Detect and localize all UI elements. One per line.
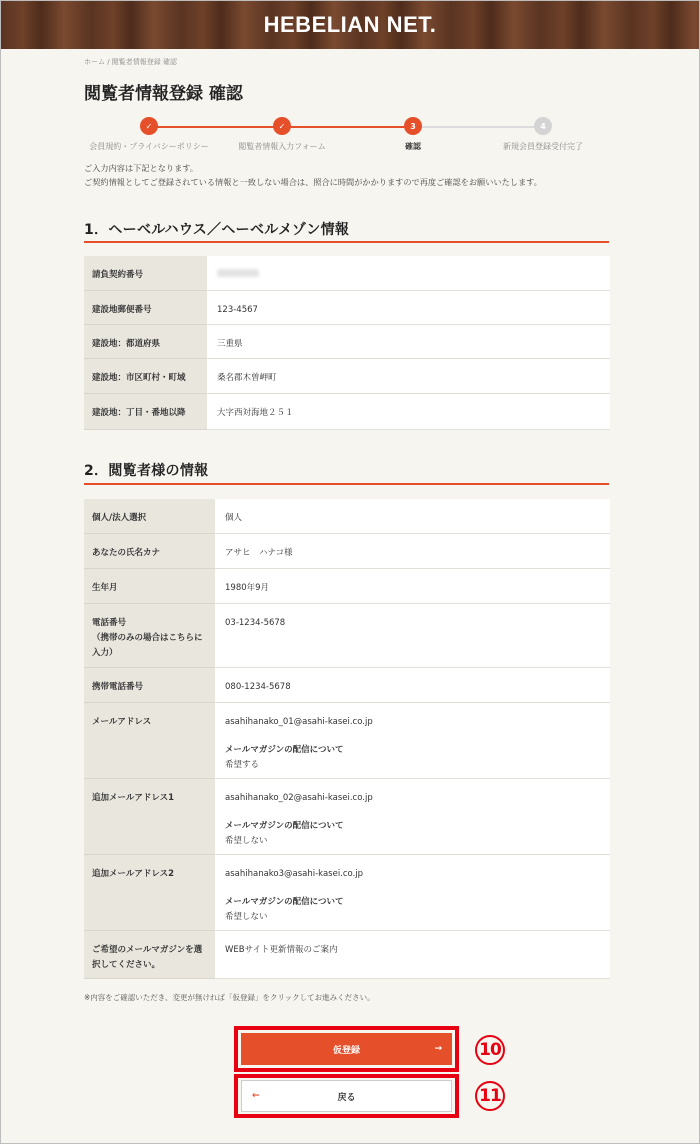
marker-10: 10 <box>475 1035 505 1065</box>
row-value: WEBサイト更新情報のご案内 <box>215 930 610 978</box>
row-label: 追加メールアドレス1 <box>84 778 215 854</box>
step-1-label: 会員規約・プライバシーポリシー <box>89 142 209 151</box>
phone-label: 電話番号 <box>92 617 127 628</box>
section-2-title: 2．閲覧者様の情報 <box>84 463 209 479</box>
row-label: メールアドレス <box>84 702 215 778</box>
step-progress-remaining <box>413 126 543 128</box>
row-value: 123-4567 <box>207 290 610 324</box>
redacted-contract-number <box>217 269 259 277</box>
intro-line-1: ご入力内容は下記となります。 <box>84 163 198 173</box>
table-row <box>84 358 610 393</box>
newsletter3-value: 希望しない <box>225 911 268 922</box>
step-2-label: 閲覧者情報入力フォーム <box>238 142 326 151</box>
section-2-rule <box>84 483 609 485</box>
phone-label-note: （携帯のみの場合はこちらに入力） <box>92 632 203 658</box>
table-row <box>84 499 610 533</box>
row-value: 03-1234-5678 <box>215 603 610 667</box>
table-row <box>84 603 610 667</box>
row-label <box>84 603 215 667</box>
table-row <box>84 778 610 854</box>
row-label: 追加メールアドレス2 <box>84 854 215 930</box>
table-row <box>84 702 610 778</box>
page-title: 閲覧者情報登録 確認 <box>84 84 243 104</box>
table-row <box>84 256 610 290</box>
email-value: asahihanako_01@asahi-kasei.co.jp <box>225 716 373 727</box>
contract-info-table <box>84 256 610 430</box>
row-value <box>215 702 610 778</box>
row-label: 建設地：丁目・番地以降 <box>84 393 207 429</box>
row-label: 個人/法人選択 <box>84 499 215 533</box>
row-value: 三重県 <box>207 324 610 358</box>
row-label: あなたの氏名カナ <box>84 533 215 568</box>
back-label: 戻る <box>337 1092 356 1103</box>
section-1-rule <box>84 241 609 243</box>
email3-value: asahihanako3@asahi-kasei.co.jp <box>225 868 364 879</box>
breadcrumb[interactable]: ホーム / 閲覧者情報登録 確認 <box>84 58 178 66</box>
table-row <box>84 324 610 358</box>
newsletter2-value: 希望しない <box>225 835 268 846</box>
site-logo[interactable]: HEBELIAN NET. <box>263 12 437 37</box>
marker-11: 11 <box>475 1081 505 1111</box>
section-1-title: 1．ヘーベルハウス／ヘーベルメゾン情報 <box>84 222 350 238</box>
confirmation-note: ※内容をご確認いただき、変更が無ければ「仮登録」をクリックしてお進みください。 <box>84 993 375 1002</box>
submit-highlight-box <box>234 1026 459 1072</box>
table-row <box>84 393 610 429</box>
back-highlight-box <box>234 1074 459 1118</box>
intro-line-2: ご契約情報としてご登録されている情報と一致しない場合は、照合に時間がかかりますので再度ご確認をお願いいたします。 <box>84 177 542 187</box>
row-label: 生年月 <box>84 568 215 603</box>
arrow-right-icon: → <box>434 1044 442 1054</box>
row-label: 建設地：市区町村・町域 <box>84 358 207 393</box>
newsletter2-label: メールマガジンの配信について <box>225 820 344 831</box>
row-value: アサヒ ハナコ様 <box>215 533 610 568</box>
step-3-label: 確認 <box>405 142 421 151</box>
newsletter-value: 希望する <box>225 759 260 770</box>
row-value <box>207 256 610 290</box>
table-row <box>84 568 610 603</box>
row-value: 大字西対海地２５１ <box>207 393 610 429</box>
table-row <box>84 533 610 568</box>
newsletter-label: メールマガジンの配信について <box>225 744 344 755</box>
table-row <box>84 290 610 324</box>
row-value: 個人 <box>215 499 610 533</box>
step-4-label: 新規会員登録受付完了 <box>503 142 583 151</box>
row-label: 請負契約番号 <box>84 256 207 290</box>
row-value <box>215 854 610 930</box>
row-label: 携帯電話番号 <box>84 667 215 702</box>
row-value: 1980年9月 <box>215 568 610 603</box>
row-value: 桑名郡木曽岬町 <box>207 358 610 393</box>
row-label: 建設地郵便番号 <box>84 290 207 324</box>
step-1-check-icon: ✓ <box>140 117 158 135</box>
row-value: 080-1234-5678 <box>215 667 610 702</box>
table-row <box>84 667 610 702</box>
table-row <box>84 930 610 978</box>
site-header <box>1 1 699 49</box>
email2-value: asahihanako_02@asahi-kasei.co.jp <box>225 792 373 803</box>
viewer-info-table <box>84 499 610 979</box>
row-value <box>215 778 610 854</box>
newsletter3-label: メールマガジンの配信について <box>225 896 344 907</box>
row-label: 建設地：都道府県 <box>84 324 207 358</box>
table-row <box>84 854 610 930</box>
arrow-left-icon: ← <box>252 1091 260 1101</box>
provisional-register-label: 仮登録 <box>332 1045 360 1056</box>
row-label: ご希望のメールマガジンを選択してください。 <box>84 930 215 978</box>
step-2-check-icon: ✓ <box>273 117 291 135</box>
step-4-indicator: 4 <box>534 117 552 135</box>
step-3-indicator: 3 <box>404 117 422 135</box>
